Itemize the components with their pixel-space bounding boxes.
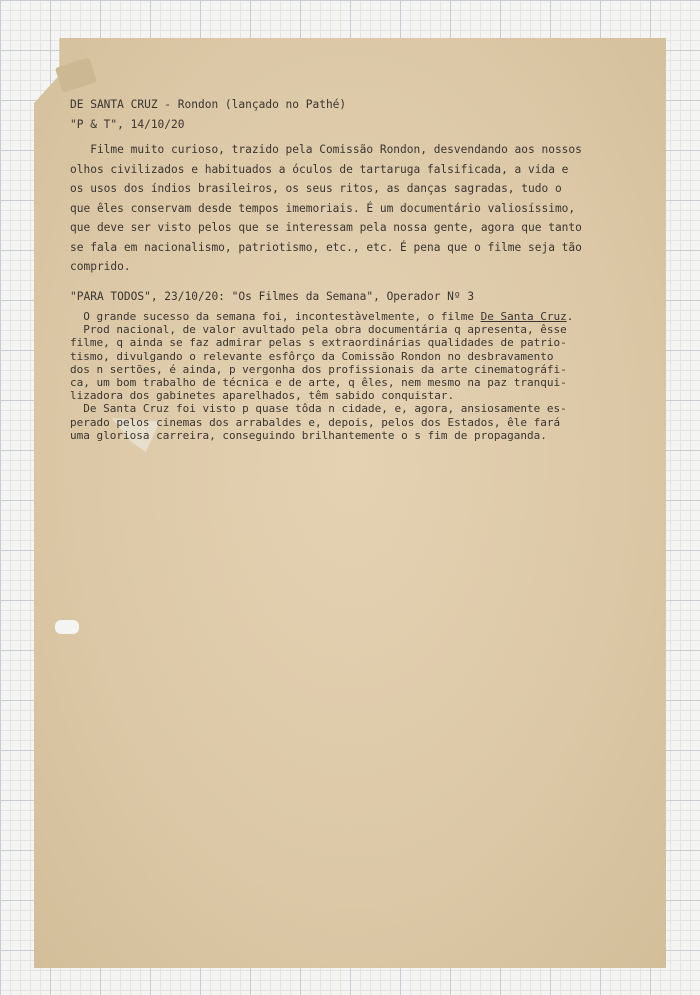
review-1-line: se fala em nacionalismo, patriotismo, etc., etc. É pena que o filme seja tão: [70, 240, 582, 254]
review-2-first-line: O grande sucesso da semana foi, incontestàvelmente, o filme De Santa Cruz.: [70, 310, 574, 323]
source-citation-2: "PARA TODOS", 23/10/20: "Os Filmes da Semana", Operador Nº 3: [70, 289, 475, 303]
review-1-line: que êles conservam desde tempos imemoriais. É um documentário valiosíssimo,: [70, 201, 576, 215]
review-1-line: os usos dos índios brasileiros, os seus ritos, as danças sagradas, tudo o: [70, 182, 562, 195]
review-1-line: comprido.: [70, 260, 131, 273]
source-citation-1: "P & T", 14/10/20: [70, 117, 185, 131]
page-text: [70, 95, 660, 442]
review-1-line: Filme muito curioso, trazido pela Comissão Rondon, desvendando aos nossos: [70, 143, 582, 156]
punch-hole: [55, 620, 79, 634]
review-1-line: olhos civilizados e habituados a óculos de tartaruga falsificada, a vida e: [70, 162, 569, 176]
film-title: De Santa Cruz: [480, 310, 567, 323]
review-2-line: uma gloriosa carreira, conseguindo brilhantemente o s fim de propaganda.: [70, 428, 547, 442]
review-2-line: perado pelos cinemas dos arrabaldes e, depois, pelos dos Estados, êle fará: [70, 415, 561, 429]
document-title: DE SANTA CRUZ - Rondon (lançado no Pathé): [70, 98, 347, 111]
review-2-line: tismo, divulgando o relevante esfôrço da Comissão Rondon no desbravamento: [70, 349, 554, 363]
review-2-line: lizadora dos gabinetes aparelhados, têm sabido conquistar.: [70, 389, 455, 403]
review-2-line: filme, q ainda se faz admirar pelas s extraordinárias qualidades de patrio-: [70, 336, 567, 350]
review-2-line: ca, um bom trabalho de técnica e de arte, q êles, nem mesmo na paz tranqui-: [70, 376, 567, 390]
review-2-line: Prod nacional, de valor avultado pela obra documentária q apresenta, êsse: [70, 323, 567, 337]
review-2-line: De Santa Cruz foi visto p quase tôda n cidade, e, agora, ansiosamente es-: [70, 402, 567, 416]
review-2-body: [70, 310, 660, 442]
review-2-line: dos n sertões, é ainda, p vergonha dos profissionais da arte cinematográfi-: [70, 362, 567, 376]
review-1-line: que deve ser visto pelos que se interessam pela nossa gente, agora que tanto: [70, 221, 582, 234]
review-1-body: [70, 140, 660, 277]
